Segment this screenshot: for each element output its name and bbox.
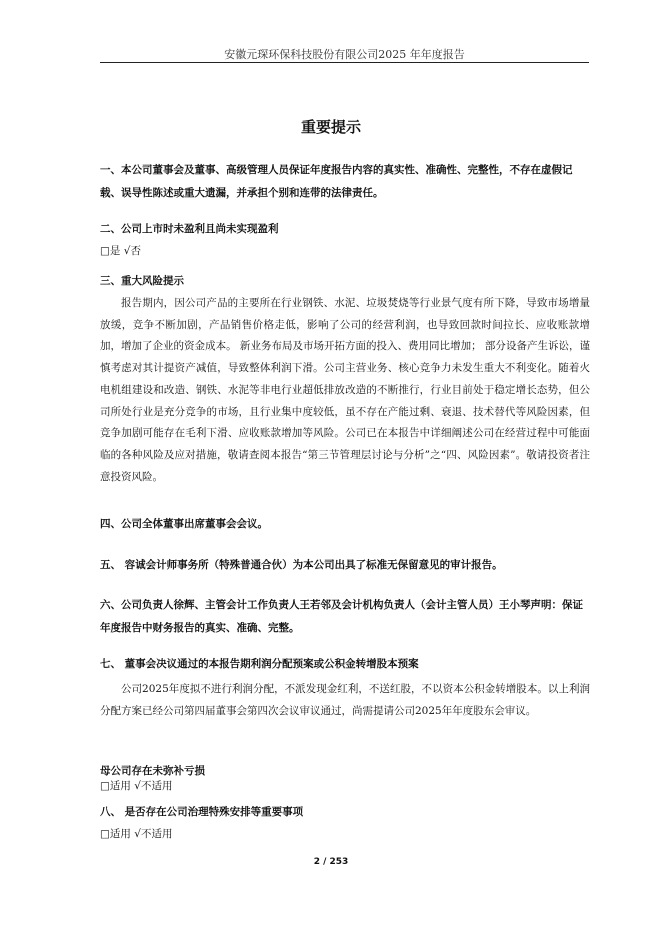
section-7-body: 公司2025年度拟不进行利润分配，不派发现金红利，不送红股，不以资本公积金转增股本。以上利润分配方案已经公司第四届董事会第四次会议审议通过，尚需提请公司2025年年度股东会审议。 — [100, 683, 590, 717]
section-8-options: □适用 √不适用 — [100, 828, 173, 840]
section-8-heading: 八、 是否存在公司治理特殊安排等重要事项 — [100, 806, 304, 818]
parent-loss-options: □适用 √不适用 — [100, 780, 173, 792]
page-number: 2 / 253 — [313, 857, 349, 867]
section-7-heading: 七、 董事会决议通过的本报告期利润分配预案或公积金转增股本预案 — [100, 658, 419, 670]
section-6: 六、公司负责人徐辉、主管会计工作负责人王若邻及会计机构负责人（会计主管人员）王小琴声明：保证年度报告中财务报告的真实、准确、完整。 — [100, 599, 583, 634]
header-divider — [100, 62, 589, 63]
section-3-body: 报告期内，因公司产品的主要所在行业钢铁、水泥、垃圾焚烧等行业景气度有所下降，导致市场增量放缓，竞争不断加剧，产品销售价格走低，影响了公司的经营利润，也导致回款时间拉长、应收账款增加，增加了企业的资金成本。 新业务布局及市场开拓方面的投入、费用同比增加； 部分设备产生诉讼，谨慎考虑对其计提资产减值，导致整体利润下滑。公司主营业务、核心竞争力未发生重大不利变化。随着火电机组建设和改造、钢铁、水泥等非电行业超低排放改造的不断推行，行业目前处于稳定增长态势，但公司所处行业是充分竞争的市场，且行业集中度较低，虽不存在产能过剩、衰退、技术替代等风险因素，但竞争加剧可能存在毛利下滑、应收账款增加等风险。公司已在本报告中详细阐述公司在经营过程中可能面临的各种风险及应对措施，敬请查阅本报告“第三节管理层讨论与分析”之“四、风险因素”。敬请投资者注意投资风险。 — [100, 297, 590, 483]
page-header: 安徽元琛环保科技股份有限公司2025 年年度报告 — [224, 48, 465, 61]
section-3-heading: 三、重大风险提示 — [100, 275, 184, 287]
section-5: 五、 容诚会计师事务所（特殊普通合伙）为本公司出具了标准无保留意见的审计报告。 — [100, 559, 503, 571]
section-2-heading: 二、公司上市时未盈利且尚未实现盈利 — [100, 223, 279, 235]
section-4: 四、公司全体董事出席董事会会议。 — [100, 518, 268, 530]
section-1: 一、本公司董事会及董事、高级管理人员保证年度报告内容的真实性、准确性、完整性，不存在虚假记载、误导性陈述或重大遗漏，并承担个别和连带的法律责任。 — [100, 164, 573, 199]
parent-loss-heading: 母公司存在未弥补亏损 — [100, 765, 205, 777]
page-title: 重要提示 — [300, 118, 361, 136]
section-2-options: □是 √否 — [100, 245, 141, 257]
